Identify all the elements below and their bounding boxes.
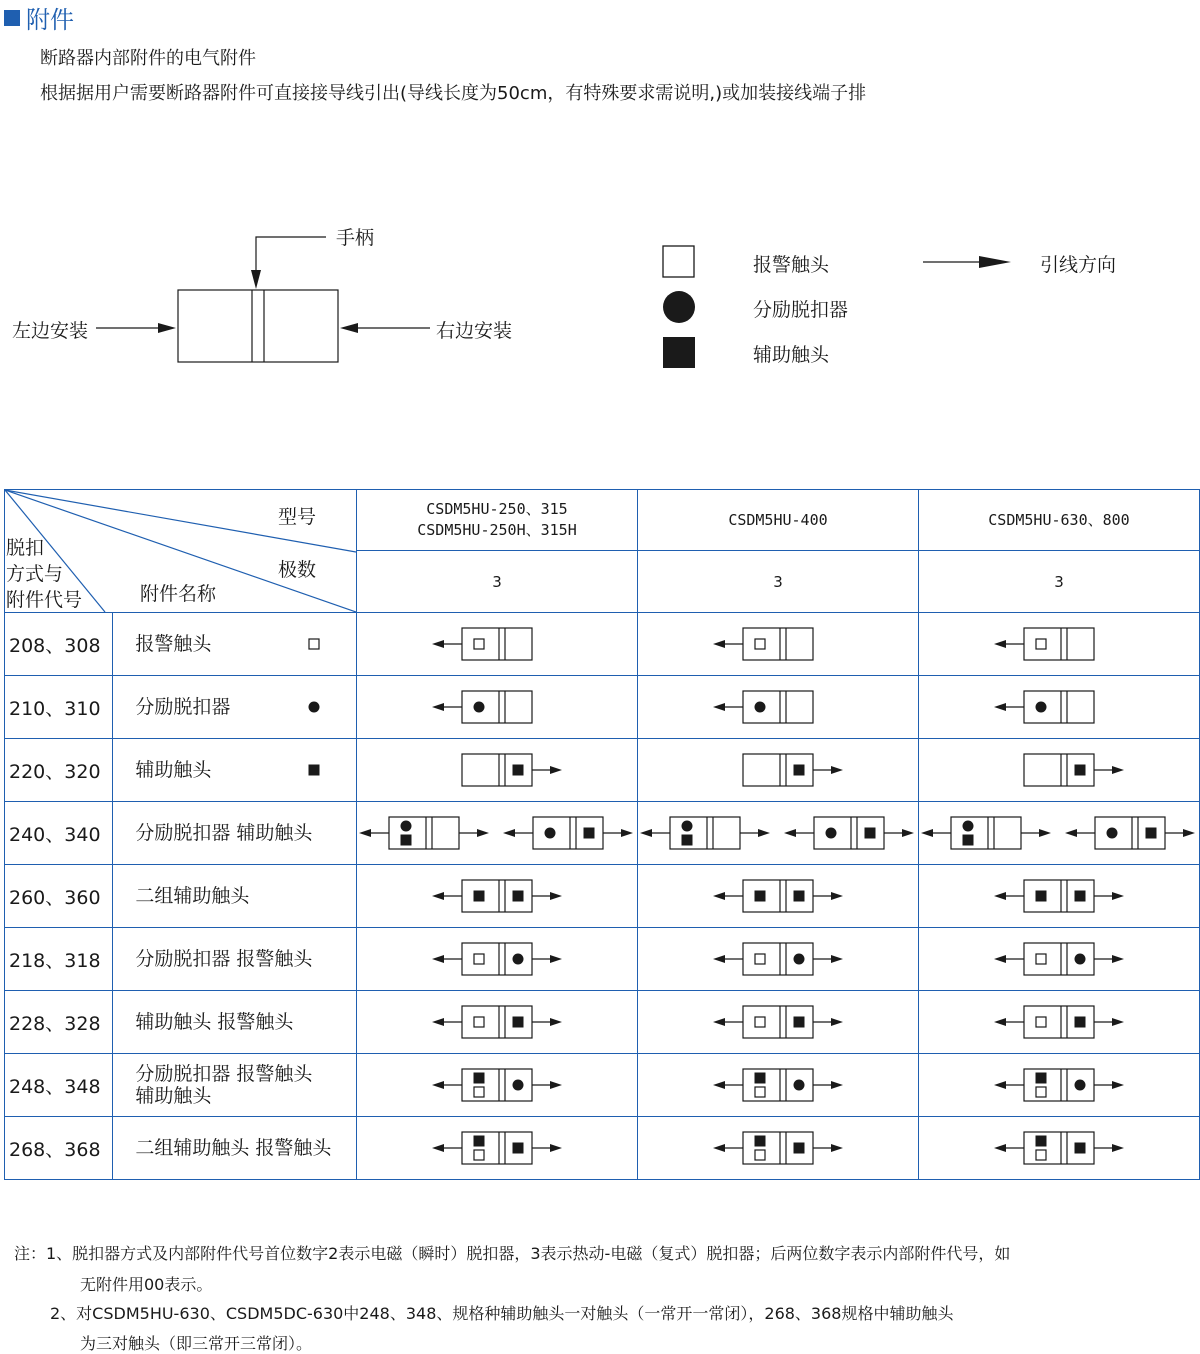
breaker-symbol bbox=[670, 817, 740, 849]
lead-left-arrow-icon bbox=[432, 1081, 444, 1089]
aux-contact-icon bbox=[793, 891, 804, 902]
poles-cell-1: 3 bbox=[356, 551, 637, 613]
accessory-figure-cell bbox=[356, 865, 637, 928]
table-row bbox=[5, 991, 1200, 1054]
shunt-release-icon bbox=[681, 821, 692, 832]
lead-left-arrow-icon bbox=[432, 703, 444, 711]
aux-contact-icon bbox=[962, 835, 973, 846]
lead-right-arrow-icon bbox=[621, 829, 633, 837]
breaker-symbol bbox=[1024, 691, 1094, 723]
aux-contact-icon bbox=[681, 835, 692, 846]
wiring-figure bbox=[919, 676, 1199, 738]
aux-contact-icon bbox=[512, 765, 523, 776]
accessory-figure-cell bbox=[918, 613, 1199, 676]
note-2-line-1: 2、对CSDM5HU-630、CSDM5DC-630中248、348、规格种辅助触头一对触头（一常开一常闭），268、368规格中辅助触头 bbox=[50, 1304, 954, 1323]
wiring-figure bbox=[357, 865, 637, 927]
alarm-contact-icon bbox=[474, 1150, 484, 1160]
note-1-line-2: 无附件用00表示。 bbox=[80, 1275, 213, 1294]
lead-right-arrow-icon bbox=[758, 829, 770, 837]
aux-contact-icon bbox=[512, 891, 523, 902]
lead-right-arrow-icon bbox=[831, 955, 843, 963]
accessory-figure-cell bbox=[356, 613, 637, 676]
wiring-figure bbox=[638, 928, 918, 990]
accessory-name bbox=[135, 696, 230, 718]
aux-contact-icon bbox=[473, 891, 484, 902]
accessory-name bbox=[135, 759, 211, 781]
aux-contact-icon bbox=[1035, 1073, 1046, 1084]
lead-left-arrow-icon bbox=[713, 703, 725, 711]
alarm-contact-icon bbox=[1036, 1017, 1046, 1027]
corner-trip-label: 脱扣 方式与 附件代号 bbox=[6, 537, 83, 611]
lead-left-arrow-icon bbox=[432, 1018, 444, 1026]
accessory-name bbox=[135, 1137, 331, 1159]
accessory-figure-cell bbox=[637, 928, 918, 991]
note-1-line-1: 注：1、脱扣器方式及内部附件代号首位数字2表示电磁（瞬时）脱扣器，3表示热动-电磁（复式）脱扣器；后两位数字表示内部附件代号，如 bbox=[14, 1244, 1011, 1263]
lead-right-arrow-icon bbox=[477, 829, 489, 837]
lead-left-arrow-icon bbox=[994, 1144, 1006, 1152]
breaker-body bbox=[178, 290, 338, 362]
lead-left-arrow-icon bbox=[432, 955, 444, 963]
accessory-code: 240、340 bbox=[5, 802, 113, 865]
lead-left-arrow-icon bbox=[432, 640, 444, 648]
lead-right-arrow-icon bbox=[831, 1018, 843, 1026]
section-title bbox=[4, 0, 74, 35]
section-title-text: 附件 bbox=[26, 6, 74, 34]
lead-right-arrow-icon bbox=[831, 1081, 843, 1089]
wiring-figure bbox=[919, 991, 1199, 1053]
lead-left-arrow-icon bbox=[640, 829, 652, 837]
lead-right-arrow-icon bbox=[550, 1144, 562, 1152]
wiring-figure bbox=[357, 1054, 637, 1116]
lead-right-arrow-icon bbox=[831, 766, 843, 774]
lead-left-arrow-icon bbox=[994, 703, 1006, 711]
alarm-contact-icon bbox=[1036, 954, 1046, 964]
shunt-release-icon bbox=[1106, 828, 1117, 839]
lead-left-arrow-icon bbox=[994, 640, 1006, 648]
accessory-name-line-1: 分励脱扣器 报警触头 bbox=[135, 1063, 313, 1085]
accessory-table bbox=[4, 489, 1200, 1180]
legend-symbols bbox=[655, 240, 1055, 375]
lead-left-arrow-icon bbox=[713, 1144, 725, 1152]
table-row bbox=[5, 865, 1200, 928]
shunt-release-icon bbox=[793, 954, 804, 965]
accessory-name bbox=[135, 885, 249, 907]
poles-cell-2: 3 bbox=[637, 551, 918, 613]
shunt-release-icon bbox=[962, 821, 973, 832]
accessory-name-cell bbox=[113, 991, 357, 1054]
aux-contact-icon bbox=[1074, 1143, 1085, 1154]
wiring-figure bbox=[638, 613, 918, 675]
wiring-figure bbox=[357, 1117, 637, 1179]
legend-alarm-label: 报警触头 bbox=[753, 254, 830, 276]
legend-aux-label: 辅助触头 bbox=[753, 344, 830, 366]
wiring-figure bbox=[357, 991, 637, 1053]
table-row bbox=[5, 802, 1200, 865]
alarm-contact-icon bbox=[474, 639, 484, 649]
aux-contact-icon bbox=[512, 1143, 523, 1154]
shunt-release-icon bbox=[308, 702, 319, 713]
lead-left-arrow-icon bbox=[1065, 829, 1077, 837]
left-install-label: 左边安装 bbox=[12, 320, 89, 342]
table-row bbox=[5, 739, 1200, 802]
wiring-figure bbox=[919, 739, 1199, 801]
accessory-name-line-1: 辅助触头 bbox=[135, 759, 212, 781]
accessory-name-line-1: 二组辅助触头 bbox=[135, 885, 250, 907]
lead-left-arrow-icon bbox=[359, 829, 371, 837]
lead-right-arrow-icon bbox=[1039, 829, 1051, 837]
accessory-figure-cell bbox=[637, 865, 918, 928]
model-cell-1: CSDM5HU-250、315 CSDM5HU-250H、315H bbox=[356, 490, 637, 551]
legend-lead-label: 引线方向 bbox=[1040, 254, 1117, 276]
accessory-figure-cell bbox=[918, 991, 1199, 1054]
aux-contact-icon bbox=[663, 337, 695, 368]
accessory-figure-cell bbox=[637, 739, 918, 802]
wiring-figure bbox=[638, 739, 918, 801]
lead-left-arrow-icon bbox=[994, 955, 1006, 963]
table-row bbox=[5, 1117, 1200, 1180]
lead-left-arrow-icon bbox=[994, 1018, 1006, 1026]
accessory-name bbox=[135, 1011, 293, 1033]
wiring-figure bbox=[638, 802, 918, 864]
accessory-name-cell bbox=[113, 676, 357, 739]
model-row bbox=[5, 490, 1200, 551]
accessory-figure-cell bbox=[356, 1117, 637, 1180]
lead-right-arrow-icon bbox=[831, 1144, 843, 1152]
alarm-contact-icon bbox=[755, 1150, 765, 1160]
breaker-symbol bbox=[743, 691, 813, 723]
accessory-figure-cell bbox=[918, 865, 1199, 928]
lead-left-arrow-icon bbox=[503, 829, 515, 837]
aux-contact-icon bbox=[1074, 891, 1085, 902]
accessory-figure-cell bbox=[356, 991, 637, 1054]
accessory-figure-cell bbox=[918, 676, 1199, 739]
lead-left-arrow-icon bbox=[921, 829, 933, 837]
accessory-name-line-1: 分励脱扣器 bbox=[135, 696, 231, 718]
breaker-symbol bbox=[389, 817, 459, 849]
shunt-release-icon bbox=[1074, 1080, 1085, 1091]
shunt-release-icon bbox=[754, 702, 765, 713]
accessory-name-line-1: 辅助触头 报警触头 bbox=[135, 1011, 294, 1033]
intro-line-1: 断路器内部附件的电气附件 bbox=[40, 48, 256, 69]
wiring-figure bbox=[919, 613, 1199, 675]
corner-poles-label: 极数 bbox=[278, 559, 317, 581]
lead-right-arrow-icon bbox=[1112, 766, 1124, 774]
lead-left-arrow-icon bbox=[713, 1081, 725, 1089]
lead-right-arrow-icon bbox=[1112, 892, 1124, 900]
accessory-figure-cell bbox=[918, 802, 1199, 865]
lead-left-arrow-icon bbox=[994, 1081, 1006, 1089]
breaker-symbol bbox=[1024, 628, 1094, 660]
aux-contact-icon bbox=[754, 891, 765, 902]
aux-contact-icon bbox=[754, 1073, 765, 1084]
alarm-contact-icon bbox=[1036, 639, 1046, 649]
corner-model-label: 型号 bbox=[278, 506, 317, 528]
aux-contact-icon bbox=[1035, 1136, 1046, 1147]
aux-contact-icon bbox=[1074, 765, 1085, 776]
shunt-release-icon bbox=[544, 828, 555, 839]
accessory-code: 268、368 bbox=[5, 1117, 113, 1180]
model-cell-3: CSDM5HU-630、800 bbox=[918, 490, 1199, 551]
aux-contact-icon bbox=[400, 835, 411, 846]
wiring-figure bbox=[357, 676, 637, 738]
legend-shunt-label: 分励脱扣器 bbox=[753, 299, 849, 321]
lead-left-arrow-icon bbox=[432, 1144, 444, 1152]
accessory-figure-cell bbox=[918, 739, 1199, 802]
corner-acc-name-label: 附件名称 bbox=[140, 583, 217, 605]
table-corner bbox=[5, 490, 357, 613]
aux-contact-icon bbox=[473, 1136, 484, 1147]
alarm-contact-icon bbox=[474, 954, 484, 964]
accessory-name-cell bbox=[113, 613, 357, 676]
table-row bbox=[5, 1054, 1200, 1117]
table-row bbox=[5, 613, 1200, 676]
right-arrow-icon bbox=[340, 323, 358, 333]
lead-right-arrow-icon bbox=[1112, 955, 1124, 963]
aux-contact-icon bbox=[793, 765, 804, 776]
lead-left-arrow-icon bbox=[784, 829, 796, 837]
shunt-release-icon bbox=[663, 291, 695, 323]
handle-leader bbox=[256, 237, 326, 272]
lead-left-arrow-icon bbox=[713, 640, 725, 648]
aux-contact-icon bbox=[583, 828, 594, 839]
accessory-figure-cell bbox=[637, 802, 918, 865]
aux-symbol-icon bbox=[304, 760, 324, 780]
title-square-icon bbox=[4, 10, 20, 26]
lead-right-arrow-icon bbox=[550, 955, 562, 963]
wiring-figure bbox=[638, 1054, 918, 1116]
alarm-contact-icon bbox=[755, 1017, 765, 1027]
accessory-name-line-1: 二组辅助触头 报警触头 bbox=[135, 1137, 332, 1159]
lead-right-arrow-icon bbox=[1112, 1018, 1124, 1026]
accessory-figure-cell bbox=[918, 928, 1199, 991]
accessory-figure-cell bbox=[356, 1054, 637, 1117]
alarm-contact-icon bbox=[755, 954, 765, 964]
lead-right-arrow-icon bbox=[1183, 829, 1195, 837]
accessory-code: 210、310 bbox=[5, 676, 113, 739]
accessory-name-cell bbox=[113, 802, 357, 865]
lead-left-arrow-icon bbox=[713, 955, 725, 963]
lead-left-arrow-icon bbox=[994, 892, 1006, 900]
accessory-name-line-1: 分励脱扣器 报警触头 bbox=[135, 948, 313, 970]
shunt-release-icon bbox=[400, 821, 411, 832]
wiring-figure bbox=[357, 802, 637, 864]
breaker-symbol bbox=[743, 628, 813, 660]
wiring-figure bbox=[919, 802, 1199, 864]
wiring-figure bbox=[919, 928, 1199, 990]
accessory-code: 208、308 bbox=[5, 613, 113, 676]
lead-right-arrow-icon bbox=[831, 892, 843, 900]
lead-right-arrow-icon bbox=[1112, 1144, 1124, 1152]
lead-right-arrow-icon bbox=[902, 829, 914, 837]
shunt-release-icon bbox=[1074, 954, 1085, 965]
accessory-figure-cell bbox=[637, 1117, 918, 1180]
alarm-contact-icon bbox=[309, 639, 319, 649]
accessory-name-cell bbox=[113, 1054, 357, 1117]
wiring-figure bbox=[638, 1117, 918, 1179]
accessory-name-line-2: 辅助触头 bbox=[135, 1085, 212, 1107]
aux-contact-icon bbox=[1035, 891, 1046, 902]
accessory-name-cell bbox=[113, 739, 357, 802]
accessory-name-cell bbox=[113, 1117, 357, 1180]
breaker-symbol bbox=[462, 691, 532, 723]
alarm-contact-icon bbox=[1036, 1087, 1046, 1097]
lead-right-arrow-icon bbox=[550, 1018, 562, 1026]
aux-contact-icon bbox=[793, 1017, 804, 1028]
aux-contact-icon bbox=[473, 1073, 484, 1084]
accessory-figure-cell bbox=[356, 928, 637, 991]
aux-contact-icon bbox=[512, 1017, 523, 1028]
accessory-figure-cell bbox=[637, 991, 918, 1054]
right-install-label: 右边安装 bbox=[436, 320, 513, 342]
accessory-code: 260、360 bbox=[5, 865, 113, 928]
wiring-figure bbox=[638, 676, 918, 738]
accessory-figure-cell bbox=[356, 676, 637, 739]
note-2-line-2: 为三对触头（即三常开三常闭）。 bbox=[80, 1334, 313, 1353]
accessory-figure-cell bbox=[637, 676, 918, 739]
handle-label: 手柄 bbox=[336, 227, 375, 249]
wiring-figure bbox=[919, 865, 1199, 927]
alarm-contact-icon bbox=[1036, 1150, 1046, 1160]
shunt-release-icon bbox=[512, 954, 523, 965]
aux-contact-icon bbox=[864, 828, 875, 839]
aux-contact-icon bbox=[1145, 828, 1156, 839]
poles-cell-3: 3 bbox=[918, 551, 1199, 613]
accessory-figure-cell bbox=[637, 1054, 918, 1117]
shunt-release-icon bbox=[1035, 702, 1046, 713]
accessory-figure-cell bbox=[356, 739, 637, 802]
wiring-figure bbox=[919, 1054, 1199, 1116]
left-arrow-icon bbox=[158, 323, 176, 333]
aux-contact-icon bbox=[793, 1143, 804, 1154]
breaker-symbol bbox=[951, 817, 1021, 849]
shunt-release-icon bbox=[825, 828, 836, 839]
table-row bbox=[5, 676, 1200, 739]
accessory-code: 248、348 bbox=[5, 1054, 113, 1117]
accessory-figure-cell bbox=[356, 802, 637, 865]
shunt-release-icon bbox=[512, 1080, 523, 1091]
accessory-name-line-1: 报警触头 bbox=[135, 633, 212, 655]
accessory-figure-cell bbox=[918, 1054, 1199, 1117]
wiring-figure bbox=[919, 1117, 1199, 1179]
accessory-name-line-1: 分励脱扣器 辅助触头 bbox=[135, 822, 313, 844]
alarm-contact-icon bbox=[755, 1087, 765, 1097]
aux-contact-icon bbox=[308, 765, 319, 776]
alarm-contact-icon bbox=[755, 639, 765, 649]
alarm-contact-icon bbox=[474, 1087, 484, 1097]
handle-arrow-icon bbox=[251, 270, 261, 289]
accessory-code: 228、328 bbox=[5, 991, 113, 1054]
shunt-release-icon bbox=[473, 702, 484, 713]
wiring-figure bbox=[357, 739, 637, 801]
breaker-symbol bbox=[462, 628, 532, 660]
wiring-figure bbox=[638, 865, 918, 927]
model-cell-2: CSDM5HU-400 bbox=[637, 490, 918, 551]
alarm-contact-icon bbox=[663, 246, 694, 277]
aux-contact-icon bbox=[1074, 1017, 1085, 1028]
alarm-contact-icon bbox=[474, 1017, 484, 1027]
shunt-release-icon bbox=[793, 1080, 804, 1091]
aux-contact-icon bbox=[754, 1136, 765, 1147]
accessory-name bbox=[135, 822, 312, 844]
accessory-code: 220、320 bbox=[5, 739, 113, 802]
shunt-symbol-icon bbox=[304, 697, 324, 717]
accessory-figure-cell bbox=[918, 1117, 1199, 1180]
wiring-figure bbox=[638, 991, 918, 1053]
wiring-figure bbox=[357, 613, 637, 675]
installation-diagram bbox=[0, 210, 560, 380]
lead-right-arrow-icon bbox=[1112, 1081, 1124, 1089]
lead-right-arrow-icon bbox=[550, 892, 562, 900]
accessory-name bbox=[135, 633, 211, 655]
accessory-code: 218、318 bbox=[5, 928, 113, 991]
accessory-name-cell bbox=[113, 865, 357, 928]
accessory-name bbox=[135, 948, 312, 970]
intro-line-2: 根据据用户需要断路器附件可直接接导线引出(导线长度为50cm，有特殊要求需说明,)或加装接线端子排 bbox=[40, 83, 867, 104]
accessory-name-cell bbox=[113, 928, 357, 991]
lead-left-arrow-icon bbox=[713, 1018, 725, 1026]
accessory-name bbox=[135, 1063, 312, 1107]
lead-right-arrow-icon bbox=[550, 766, 562, 774]
lead-left-arrow-icon bbox=[713, 892, 725, 900]
alarm-symbol-icon bbox=[304, 634, 324, 654]
lead-right-arrow-icon bbox=[550, 1081, 562, 1089]
table-row bbox=[5, 928, 1200, 991]
lead-left-arrow-icon bbox=[432, 892, 444, 900]
accessory-figure-cell bbox=[637, 613, 918, 676]
wiring-figure bbox=[357, 928, 637, 990]
lead-direction-arrow-icon bbox=[979, 256, 1011, 268]
